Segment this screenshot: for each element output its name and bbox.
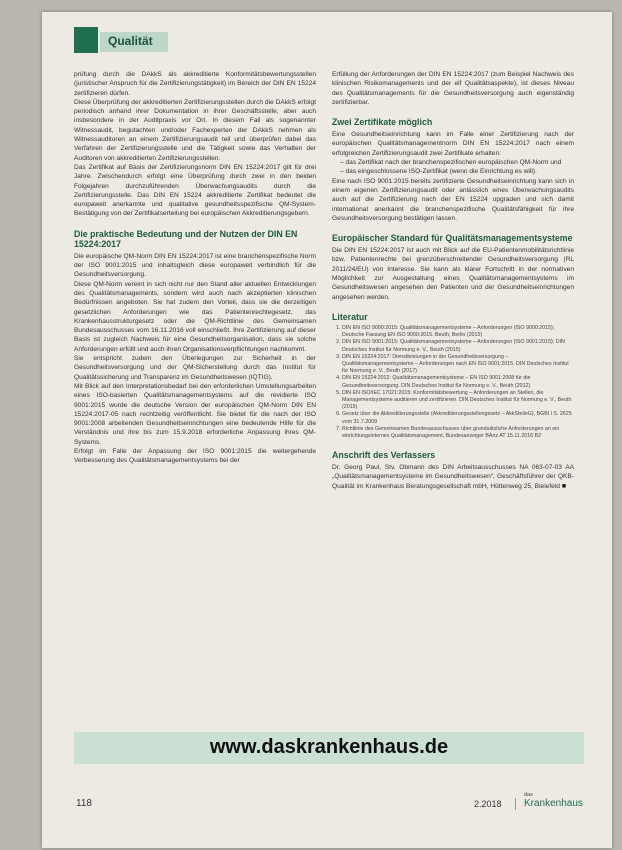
brand-logo: Krankenhaus <box>524 798 583 809</box>
body-paragraph: Diese QM-Norm vereint in sich nicht nur den Stand aller aktuellen Entwicklungen des Qualitätsmanagements, sondern wird auch nach akzeptierten klinischen Bedürfnissen angeboten. Sie hat zudem den Vorteil, dass sie die derzeitigen gesetzlichen Anforderungen wie das Patientenrechtegesetz, das Krankenhausstrukturgesetz oder die QM-Richtlinie des Gemeinsamen Bundesausschusses vom 16.11.2016 voll einschließt. Ihre Zertifizierung auf dieser Basis ist zugleich Nachweis für eine Gesundheitsorganisation, dass sie solche Anforderungen erfüllt und auch ihren Organisationsverpflichtungen nachkommt. <box>74 280 316 353</box>
footer-divider <box>515 798 516 810</box>
body-paragraph: Sie entspricht zudem den Überlegungen zur Sicherheit in der Gesundheitsversorgung und der QM-Sicherstellung durch das Institut für Qualitätssicherung und Transparenz im Gesundheitswesen (IQTIG). <box>74 355 316 381</box>
section-heading: Die praktische Bedeutung und der Nutzen der DIN EN 15224:2017 <box>74 228 298 249</box>
body-paragraph: Die europäische QM-Norm DIN EN 15224:2017 ist eine branchenspezifische Norm der ISO 9001:2015 und inhaltsgleich diese europaweit verbindlich für die Gesundheitsversorgung. <box>74 252 316 279</box>
magazine-page <box>42 12 612 848</box>
body-paragraph: Eine nach ISO 9001:2015 bereits zertifizierte Gesundheitseinrichtung kann sich in einem eigenen Zertifizierungsaudit oder anlässlich eines Überwachungsaudits auch auf die Zertifizierung nach der EN 15224 upgraden und sich damit international anerkannt die branchenspezifische Qualitätsfähigkeit für ihre Gesundheitsversorgung bestätigen lassen. <box>332 177 574 222</box>
section-marker-box <box>74 27 98 53</box>
author-heading: Anschrift des Verfassers <box>332 450 436 461</box>
literature-item: 1. DIN EN ISO 9000:2015: Qualitätsmanagementsysteme – Anforderungen (ISO 9000:2015); Deutsche Fassung EN ISO 9000:2015. Beuth, Berlin (2015) <box>342 325 574 339</box>
website-banner <box>74 732 584 764</box>
literature-heading: Literatur <box>332 311 368 322</box>
literature-item: 7. Richtlinie des Gemeinsamen Bundesausschusses über grundsätzliche Anforderungen an ein einrichtungsinternes Qualitätsmanagement, Bundesanzeiger BAnz AT 15.11.2016 B2 <box>342 426 574 440</box>
section-label: Qualität <box>108 34 153 48</box>
literature-item: 4. DIN EN 15224:2012: Qualitätsmanagementsysteme – EN ISO 9001:2008 für die Gesundheitsversorgung. DIN Deutsches Institut für Normung e. V., Beuth (2012) <box>342 375 574 389</box>
author-text: Dr. Georg Paul, Stv. Obmann des DIN Arbeitsausschusses NA 063-07-03 AA „Qualitätsmanagementsysteme im Gesundheitswesen“, Geschäftsführer der QKB-Qualität im Krankenhaus Beratungsgesellschaft mbH, Hüttenweg 25, Bielefeld <box>332 464 574 490</box>
issue-number: 2.2018 <box>474 799 502 809</box>
body-paragraph: Erfüllung der Anforderungen der DIN EN 15224:2017 (zum Beispiel Nachweis des klinischen Risikomanagements und der elf Qualitätsaspekte), ist dieses Niveau des Qualitätsmanagements für die Gesundheitsversorgung auch eigenständig zertifizierbar. <box>332 71 574 106</box>
certificate-list <box>332 158 574 177</box>
website-url[interactable]: www.daskrankenhaus.de <box>209 736 449 758</box>
page-number: 118 <box>76 798 92 809</box>
list-item: – das eingeschlossene ISO-Zertifikat (wenn die Einrichtung es will). <box>340 167 574 176</box>
right-column <box>332 70 574 491</box>
brand-prefix: das <box>524 792 533 798</box>
literature-item: 5. DIN EN ISO/IEC 17021:2015: Konformitätsbewertung – Anforderungen an Stellen, die Managementsysteme auditieren und zertifizieren. DIN Deutsches Institut für Normung e. V., Beuth (2015) <box>342 390 574 412</box>
list-item: – das Zertifikat nach der branchenspezifischen europäischen QM-Norm und <box>340 158 574 167</box>
section-heading: Europäischer Standard für Qualitätsmanagementsysteme <box>332 233 573 244</box>
literature-item: 3. DIN EN 15224:2017: Dienstleistungen in der Gesundheitsversorgung – Qualitätsmanagementsysteme – Anforderungen nach EN ISO 9001:2015. DIN Deutsches Institut für Normung e. V., Beuth (2017) <box>342 354 574 376</box>
body-paragraph: Diese Überprüfung der akkreditierten Zertifizierungsstellen durch die DAkkS erfolgt periodisch anhand ihrer Dokumentation in ihrer Geschäftsstelle, aber auch insbesondere in der Auditpraxis vor Ort. In diesem Fall als sogenannter Witnessaudit, begutachten und/oder Fachexperten der DAkkS nehmen als Witnessauditoren an einem Zertifizierungsaudit teil und überprüfen dabei das Verfahren der Zertifizierungsstelle und die Tätigkeit sowie das Verhalten der Auditoren von akkreditierten Zertifizierungsstellen. <box>74 98 316 162</box>
literature-item: 2. DIN EN ISO 9001:2015: Qualitätsmanagementsysteme – Anforderungen (ISO 9001:2015); DIN Deutsches Institut für Normung e. V., Beuth (2015) <box>342 339 574 353</box>
body-paragraph: Das Zertifikat auf Basis der Zertifizierungsnorm DIN EN 15224:2017 gilt für drei Jahre. Zwischendurch erfolgt eine Überprüfung durch zwei in den beiden Folgejahren durchzuführenden Überwachungsaudits durch die Zertifizierungsstelle. Das DIN EN 15224 akkreditierte Zertifikat bedeutet die europaweit anerkannte und qualitative gesundheitsspezifische QM-System-Bestätigung von der Zertifikatserteilung bei europäischen Akkreditierungsgebern. <box>74 163 316 218</box>
end-of-article-icon: ■ <box>561 482 567 490</box>
section-heading: Zwei Zertifikate möglich <box>332 117 433 128</box>
body-paragraph: Die DIN EN 15224:2017 ist auch mit Blick auf die EU-Patientenmobilitätsrichtlinie bzw. Patientenrechte bei grenzüberschreitender Gesundheitsversorgung (RL 2011/24/EU) von Interesse. Sie kann als klarer Fortschritt in der normativen Möglichkeit zur Ausgestaltung eines Qualitätsmanagementsystems im Gesundheitswesen angesehen den Patienten und der Gesundheitseinrichtungen angesehen werden. <box>332 247 574 301</box>
body-paragraph: Mit Blick auf den Interpretationsbedarf bei den erforderlichen Umstellungsarbeiten eines ISO-basierten Qualitätsmanagementsystems auf die revidierte ISO 9001:2015 wurde die deutsche Version der europäischen QM-Norm DIN EN 15224:2017-05 nach rechtzeitig veröffentlicht. Sie bietet für die nach der ISO 9001:2008 arbeitenden Gesundheitseinrichtungen eine bedeutende Hilfe für die Verständnis und ihre bis zum 15.9.2018 erforderliche Anpassung ihres QM-Systems. <box>74 382 316 446</box>
left-column <box>74 70 316 466</box>
body-paragraph: Erfolgt im Falle der Anpassung der ISO 9001:2015 die weitergehende Verbesserung des Qualitätsmanagementsystems bei der <box>74 447 316 465</box>
literature-item: 6. Gesetz über die Akkreditierungsstelle (Akkreditierungsstellengesetz – AkkStelleG), BGBl I S. 2625 vom 31.7.2009 <box>342 411 574 425</box>
body-paragraph: Eine Gesundheitseinrichtung kann im Falle einer Zertifizierung nach der europäischen Qualitätsmanagementnorm DIN EN 15224:2017 nach einem erfolgreichen Zertifizierungsaudit zwei Zertifikate erhalten: <box>332 131 574 157</box>
literature-list <box>332 325 574 440</box>
body-paragraph: prüfung durch die DAkkS als akkreditierte Konformitätsbewertungsstellen (juristischer Anspruch für die Zertifizierungstätigkeit) im Bereich der DIN EN 15224 zertifizieren dürfen. <box>74 71 316 97</box>
author-address <box>332 463 574 491</box>
